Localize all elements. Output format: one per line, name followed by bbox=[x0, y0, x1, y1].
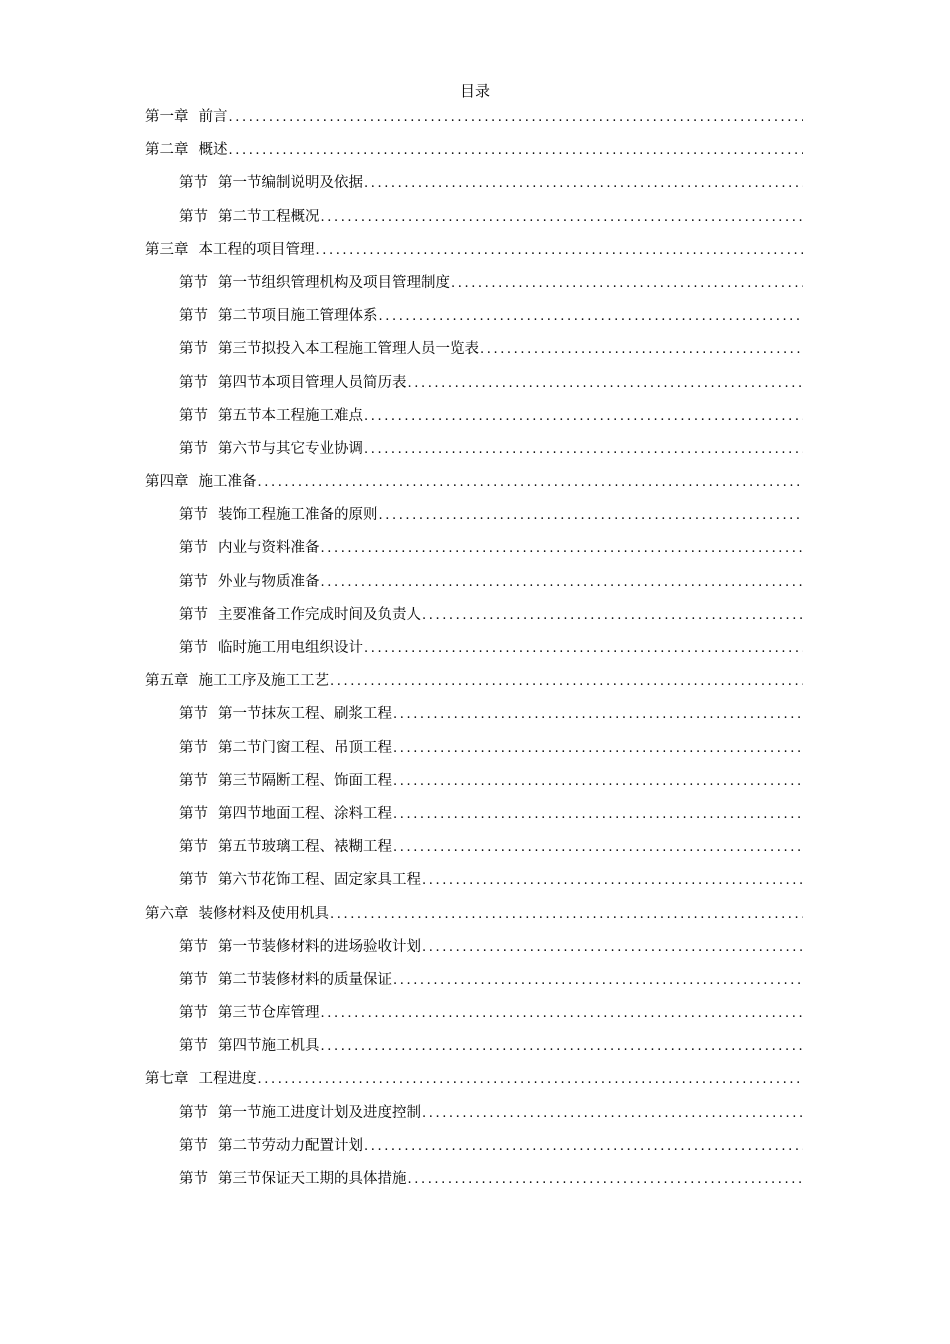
toc-section-entry[interactable] bbox=[145, 637, 803, 670]
toc-entry-number: 第节 bbox=[179, 274, 208, 291]
toc-section-entry[interactable] bbox=[145, 206, 803, 239]
toc-section-entry[interactable] bbox=[145, 869, 803, 902]
toc-entry-title: 第六节花饰工程、固定家具工程 bbox=[218, 872, 421, 889]
toc-dot-leader bbox=[422, 870, 803, 892]
toc-entry-title: 第四节本项目管理人员简历表 bbox=[218, 374, 407, 391]
toc-section-entry[interactable] bbox=[145, 737, 803, 770]
toc-section-entry[interactable] bbox=[145, 1168, 803, 1201]
toc-entry-number: 第节 bbox=[179, 175, 208, 192]
toc-entry-number: 第七章 bbox=[145, 1071, 189, 1088]
toc-dot-leader bbox=[321, 538, 804, 560]
toc-entry-number: 第节 bbox=[179, 872, 208, 889]
toc-section-entry[interactable] bbox=[145, 1102, 803, 1135]
toc-dot-leader bbox=[480, 339, 803, 361]
toc-section-entry[interactable] bbox=[145, 936, 803, 969]
toc-entry-number: 第节 bbox=[179, 706, 208, 723]
toc-dot-leader bbox=[422, 937, 803, 959]
toc-entry-title: 第三节拟投入本工程施工管理人员一览表 bbox=[218, 341, 479, 358]
toc-entry-number: 第节 bbox=[179, 440, 208, 457]
toc-dot-leader bbox=[229, 107, 804, 129]
toc-entry-title: 装修材料及使用机具 bbox=[198, 905, 329, 922]
toc-entry-number: 第节 bbox=[179, 606, 208, 623]
toc-entry-number: 第节 bbox=[179, 1137, 208, 1154]
toc-entry-title: 工程进度 bbox=[198, 1071, 257, 1088]
toc-entry-title: 前言 bbox=[198, 109, 228, 125]
toc-entry-title: 第一节编制说明及依据 bbox=[218, 175, 363, 192]
toc-section-entry[interactable] bbox=[145, 604, 803, 637]
toc-chapter-entry[interactable] bbox=[145, 903, 803, 936]
toc-entry-title: 内业与资料准备 bbox=[218, 540, 320, 557]
toc-dot-leader bbox=[393, 804, 803, 826]
toc-section-entry[interactable] bbox=[145, 571, 803, 604]
toc-section-entry[interactable] bbox=[145, 803, 803, 836]
toc-dot-leader bbox=[321, 1003, 804, 1025]
toc-entry-title: 第一节施工进度计划及进度控制 bbox=[218, 1104, 421, 1121]
toc-chapter-entry[interactable] bbox=[145, 1068, 803, 1101]
toc-entry-title: 第六节与其它专业协调 bbox=[218, 440, 363, 457]
toc-section-entry[interactable] bbox=[145, 1002, 803, 1035]
toc-dot-leader bbox=[393, 771, 803, 793]
toc-entry-title: 主要准备工作完成时间及负责人 bbox=[218, 606, 421, 623]
toc-section-entry[interactable] bbox=[145, 1135, 803, 1168]
toc-entry-title: 第二节劳动力配置计划 bbox=[218, 1137, 363, 1154]
toc-dot-leader bbox=[364, 173, 803, 195]
toc-section-entry[interactable] bbox=[145, 969, 803, 1002]
toc-dot-leader bbox=[422, 1103, 803, 1125]
toc-section-entry[interactable] bbox=[145, 836, 803, 869]
toc-dot-leader bbox=[379, 306, 804, 328]
toc-dot-leader bbox=[393, 704, 803, 726]
toc-section-entry[interactable] bbox=[145, 438, 803, 471]
toc-entry-number: 第四章 bbox=[145, 474, 189, 491]
toc-dot-leader bbox=[364, 1136, 803, 1158]
toc-entry-title: 外业与物质准备 bbox=[218, 573, 320, 590]
toc-entry-number: 第节 bbox=[179, 208, 208, 225]
toc-entry-title: 第四节地面工程、涂料工程 bbox=[218, 805, 392, 822]
toc-dot-leader bbox=[258, 472, 804, 494]
toc-entry-title: 第二节装修材料的质量保证 bbox=[218, 971, 392, 988]
toc-dot-leader bbox=[316, 240, 804, 262]
toc-entry-title: 第二节工程概况 bbox=[218, 208, 320, 225]
toc-entry-number: 第节 bbox=[179, 1171, 208, 1187]
toc-entry-number: 第三章 bbox=[145, 241, 189, 258]
toc-dot-leader bbox=[330, 904, 803, 926]
toc-entry-number: 第节 bbox=[179, 839, 208, 856]
toc-entry-number: 第五章 bbox=[145, 673, 189, 690]
toc-entry-number: 第节 bbox=[179, 341, 208, 358]
toc-entry-number: 第节 bbox=[179, 739, 208, 756]
toc-entry-number: 第节 bbox=[179, 507, 208, 524]
toc-entry-number: 第节 bbox=[179, 805, 208, 822]
toc-entry-number: 第节 bbox=[179, 971, 208, 988]
toc-entry-title: 临时施工用电组织设计 bbox=[218, 640, 363, 656]
toc-dot-leader bbox=[321, 207, 804, 229]
toc-dot-leader bbox=[330, 671, 803, 693]
toc-chapter-entry[interactable] bbox=[145, 471, 803, 504]
toc-chapter-entry[interactable] bbox=[145, 239, 803, 272]
toc-chapter-entry[interactable] bbox=[145, 139, 803, 172]
toc-entry-title: 第一节组织管理机构及项目管理制度 bbox=[218, 274, 450, 291]
toc-chapter-entry[interactable] bbox=[145, 106, 803, 139]
toc-chapter-entry[interactable] bbox=[145, 670, 803, 703]
toc-section-entry[interactable] bbox=[145, 770, 803, 803]
toc-section-entry[interactable] bbox=[145, 172, 803, 205]
toc-dot-leader bbox=[364, 439, 803, 461]
toc-entry-title: 装饰工程施工准备的原则 bbox=[218, 507, 378, 524]
toc-entry-title: 第二节门窗工程、吊顶工程 bbox=[218, 739, 392, 756]
toc-entry-title: 第三节隔断工程、饰面工程 bbox=[218, 772, 392, 789]
toc-section-entry[interactable] bbox=[145, 504, 803, 537]
toc-entry-title: 第四节施工机具 bbox=[218, 1038, 320, 1055]
toc-entry-number: 第一章 bbox=[145, 109, 189, 125]
toc-dot-leader bbox=[422, 605, 803, 627]
toc-entry-number: 第节 bbox=[179, 374, 208, 391]
toc-entry-title: 第三节仓库管理 bbox=[218, 1005, 320, 1022]
toc-section-entry[interactable] bbox=[145, 537, 803, 570]
table-of-contents bbox=[145, 106, 803, 1201]
toc-dot-leader bbox=[321, 1036, 804, 1058]
toc-section-entry[interactable] bbox=[145, 1035, 803, 1068]
toc-title: 目录 bbox=[459, 82, 490, 100]
toc-entry-title: 第三节保证天工期的具体措施 bbox=[218, 1171, 407, 1187]
toc-dot-leader bbox=[229, 140, 804, 162]
toc-entry-title: 概述 bbox=[198, 142, 228, 159]
toc-entry-title: 本工程的项目管理 bbox=[198, 241, 315, 258]
toc-dot-leader bbox=[258, 1069, 804, 1091]
toc-section-entry[interactable] bbox=[145, 272, 803, 305]
toc-entry-number: 第节 bbox=[179, 573, 208, 590]
toc-entry-number: 第节 bbox=[179, 308, 208, 325]
toc-entry-title: 施工工序及施工工艺 bbox=[198, 673, 329, 690]
toc-entry-number: 第节 bbox=[179, 938, 208, 955]
toc-entry-number: 第节 bbox=[179, 640, 208, 656]
toc-entry-title: 第一节抹灰工程、刷浆工程 bbox=[218, 706, 392, 723]
toc-entry-number: 第节 bbox=[179, 1005, 208, 1022]
toc-dot-leader bbox=[408, 1169, 804, 1191]
toc-entry-number: 第六章 bbox=[145, 905, 189, 922]
toc-entry-title: 施工准备 bbox=[198, 474, 257, 491]
toc-dot-leader bbox=[364, 406, 803, 428]
toc-section-entry[interactable] bbox=[145, 338, 803, 371]
toc-entry-title: 第一节装修材料的进场验收计划 bbox=[218, 938, 421, 955]
toc-dot-leader bbox=[408, 373, 804, 395]
toc-section-entry[interactable] bbox=[145, 372, 803, 405]
toc-dot-leader bbox=[451, 273, 803, 295]
toc-entry-number: 第节 bbox=[179, 772, 208, 789]
toc-dot-leader bbox=[393, 970, 803, 992]
toc-entry-number: 第节 bbox=[179, 540, 208, 557]
toc-entry-number: 第节 bbox=[179, 1038, 208, 1055]
toc-dot-leader bbox=[364, 638, 803, 660]
toc-entry-number: 第节 bbox=[179, 1104, 208, 1121]
toc-dot-leader bbox=[393, 837, 803, 859]
toc-entry-title: 第五节本工程施工难点 bbox=[218, 407, 363, 424]
toc-entry-number: 第节 bbox=[179, 407, 208, 424]
toc-entry-title: 第二节项目施工管理体系 bbox=[218, 308, 378, 325]
toc-dot-leader bbox=[393, 738, 803, 760]
toc-entry-number: 第二章 bbox=[145, 142, 189, 159]
toc-entry-title: 第五节玻璃工程、裱糊工程 bbox=[218, 839, 392, 856]
toc-section-entry[interactable] bbox=[145, 405, 803, 438]
toc-section-entry[interactable] bbox=[145, 305, 803, 338]
toc-dot-leader bbox=[379, 505, 804, 527]
toc-section-entry[interactable] bbox=[145, 703, 803, 736]
toc-dot-leader bbox=[321, 572, 804, 594]
